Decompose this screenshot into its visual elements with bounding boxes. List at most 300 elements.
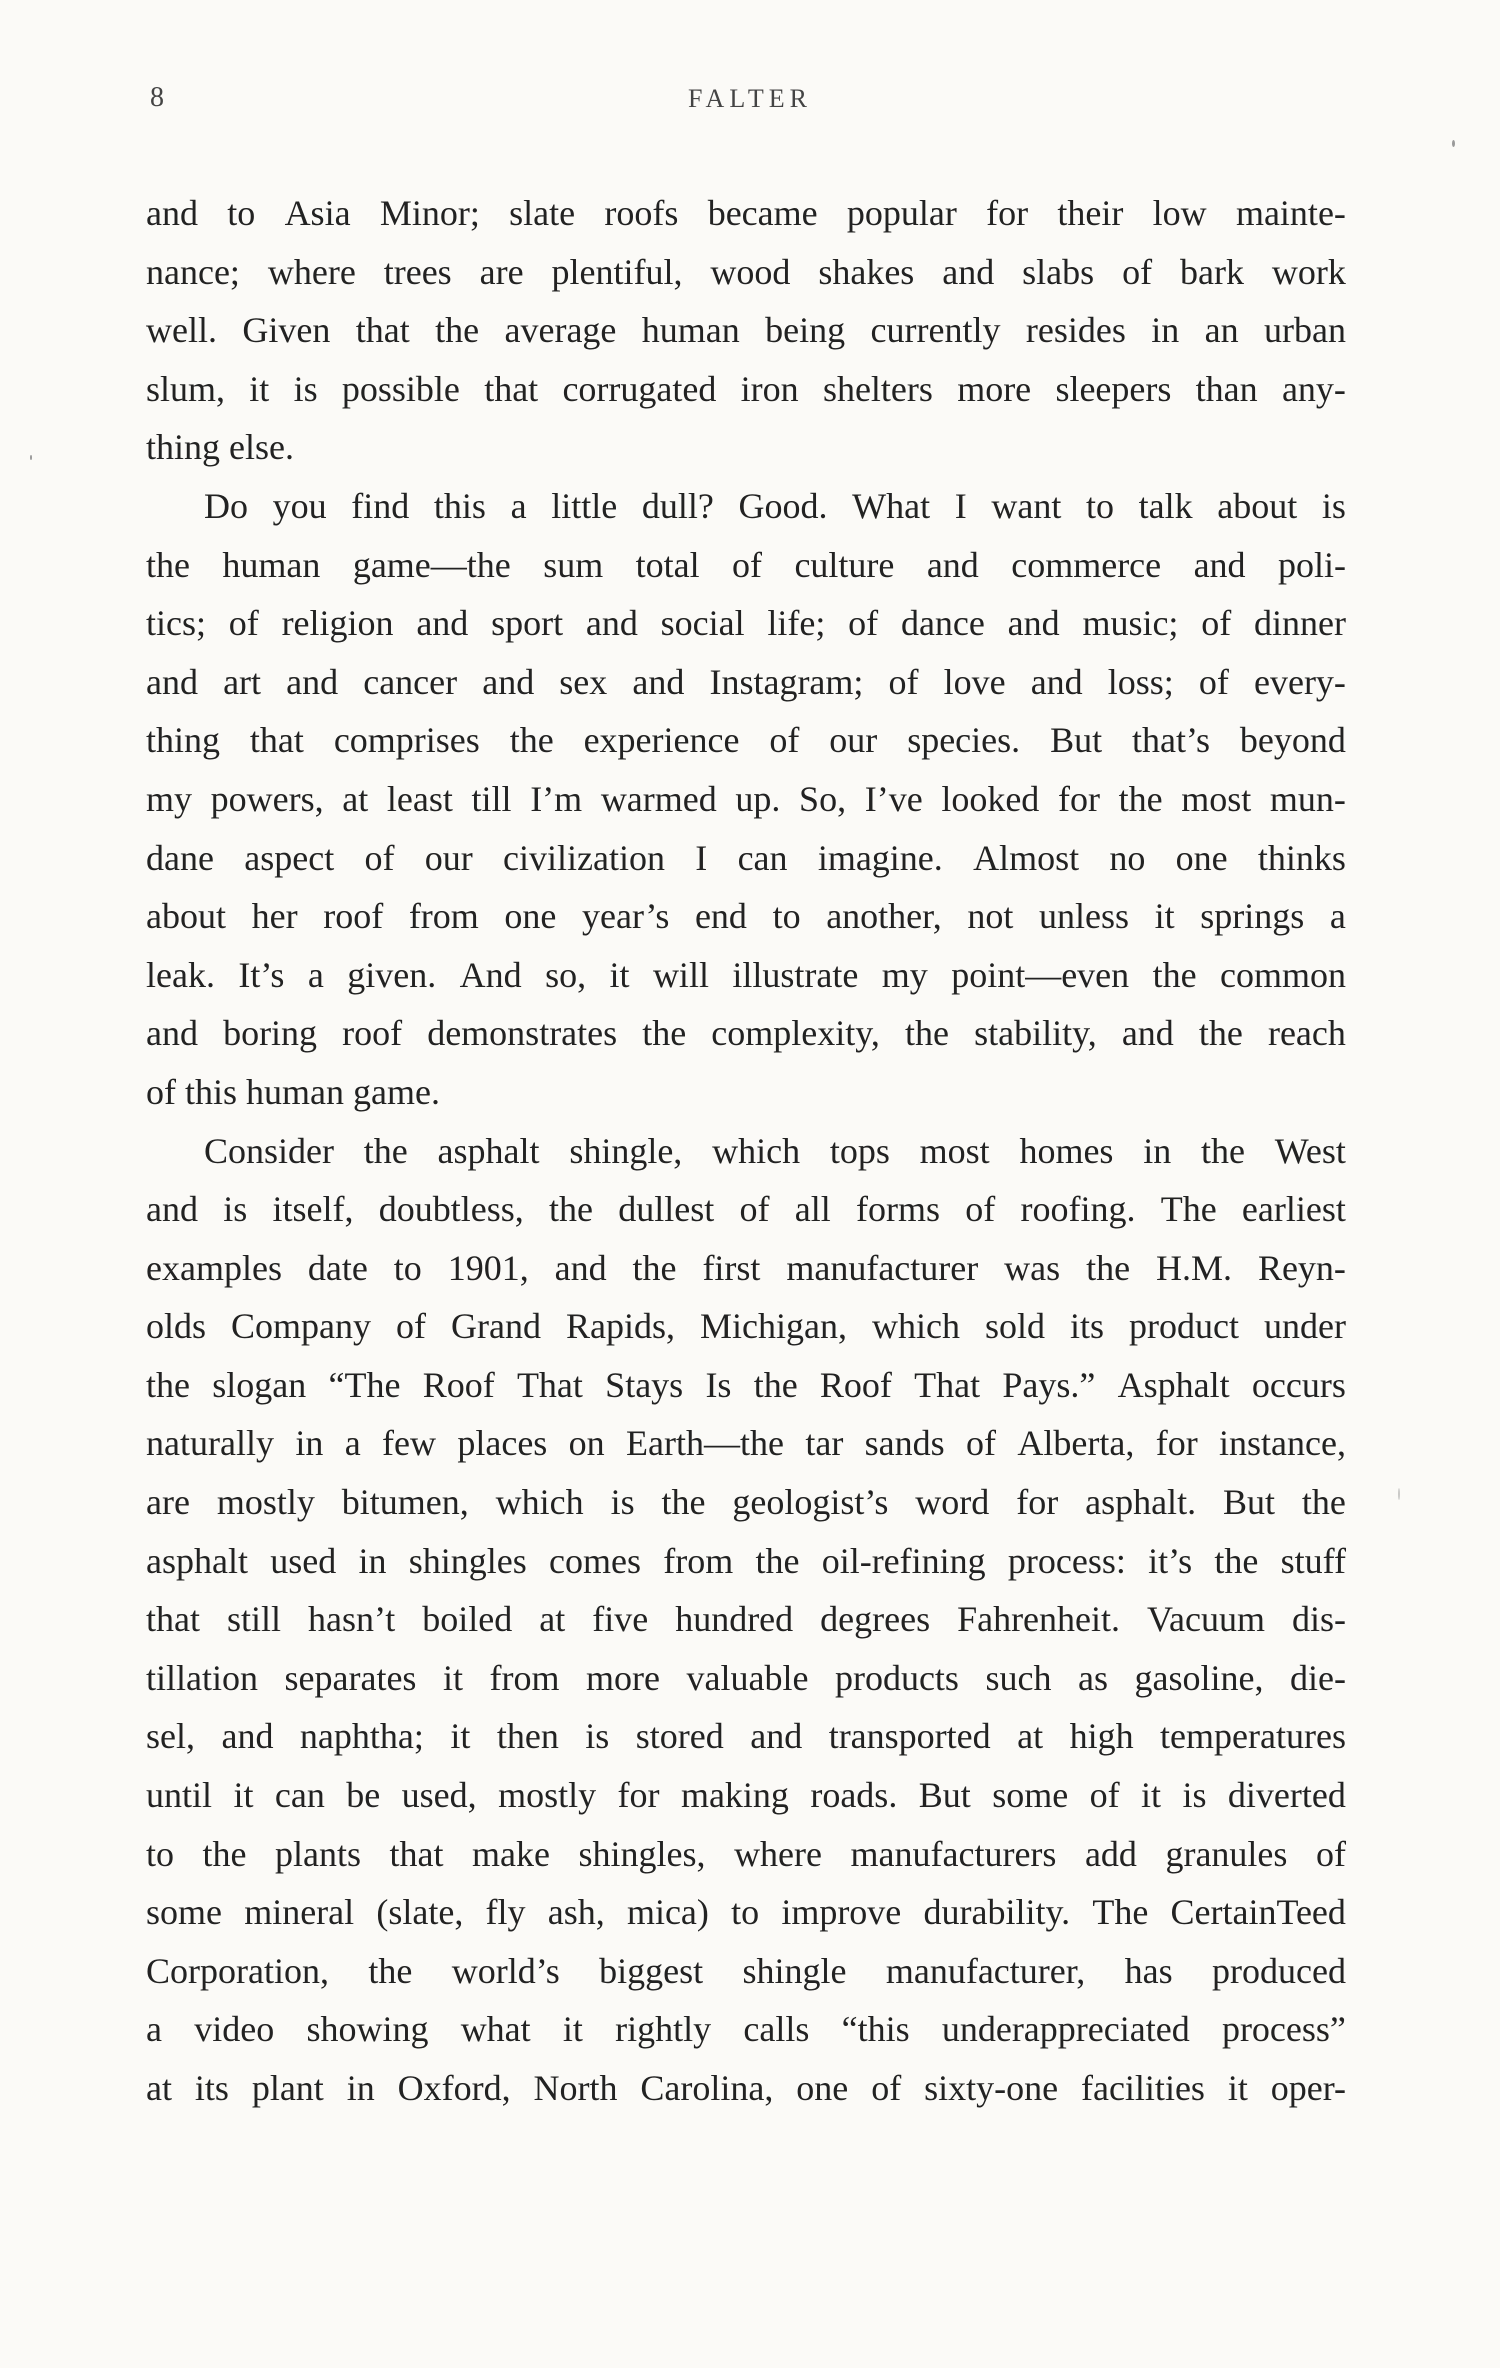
word: bitumen, [341, 1482, 469, 1523]
word: and [1121, 1013, 1174, 1054]
word: warmed [600, 778, 717, 819]
word: where [734, 1833, 823, 1874]
word: that’s [1131, 720, 1210, 761]
word: which [871, 1306, 960, 1347]
word: and [1193, 544, 1246, 585]
word: a [1329, 896, 1346, 937]
word: currently [870, 310, 1001, 351]
word: experience [583, 720, 740, 761]
word: the [661, 1482, 706, 1523]
word: is [585, 1716, 610, 1757]
word: the [509, 720, 554, 761]
word: underappreciated [941, 2009, 1190, 2050]
word: to [393, 1247, 422, 1288]
word: nance; [146, 251, 240, 292]
word: sex [559, 661, 608, 702]
word: end [694, 896, 747, 937]
text-line [146, 360, 1346, 419]
word: valuable [686, 1657, 809, 1698]
word: still [226, 1599, 281, 1640]
word: Company [231, 1306, 372, 1347]
word: in [295, 1423, 324, 1464]
word: CertainTeed [1170, 1892, 1346, 1933]
word: that [484, 368, 539, 409]
word: dis- [1291, 1599, 1346, 1640]
word: the [1201, 1130, 1246, 1171]
paragraph [146, 477, 1346, 1122]
word: of [364, 837, 395, 878]
word: showing [306, 2009, 429, 2050]
word: one [796, 2068, 849, 2108]
word: the [1198, 1013, 1243, 1054]
word: examples [146, 1247, 282, 1288]
word: process: [1007, 1540, 1126, 1581]
word: sport [491, 603, 564, 644]
word: first [702, 1247, 761, 1288]
word: biggest [599, 1950, 704, 1991]
word: what [460, 2009, 531, 2050]
word: are [479, 251, 524, 292]
text-line [146, 829, 1346, 888]
word: It’s [238, 954, 285, 995]
word: Vacuum [1147, 1599, 1265, 1640]
word: and [926, 544, 979, 585]
word: Alberta, [1017, 1423, 1135, 1464]
word: average [504, 310, 617, 351]
text-line [146, 1766, 1346, 1825]
word: mostly [498, 1775, 597, 1816]
word: it [1227, 2068, 1248, 2108]
word: it [249, 368, 270, 409]
word: the [632, 1247, 677, 1288]
word: of [228, 603, 259, 644]
word: shingles, [578, 1833, 706, 1874]
text-line [146, 1239, 1346, 1298]
text-line [146, 536, 1346, 595]
word: the [755, 1540, 800, 1581]
word: life; [767, 603, 826, 644]
text-line [146, 1063, 1346, 1122]
text-line [146, 1649, 1346, 1708]
word: a [146, 2009, 162, 2050]
word: to [146, 1833, 175, 1874]
word: So, [799, 778, 847, 819]
word: which [712, 1130, 801, 1171]
word: the [146, 1364, 190, 1405]
word: process” [1221, 2009, 1346, 2050]
word: that [146, 1599, 200, 1640]
word: five [592, 1599, 649, 1640]
word: about [1217, 485, 1298, 526]
word: manufacturer, [885, 1950, 1086, 1991]
word: transported [828, 1716, 991, 1757]
word: complexity, [711, 1013, 880, 1054]
word: where [267, 251, 356, 292]
word: music; [1082, 603, 1179, 644]
paragraph [146, 184, 1346, 477]
word: doubtless, [378, 1189, 524, 1230]
word: slate [509, 193, 576, 233]
word: geologist’s [732, 1482, 889, 1523]
word: mun- [1269, 778, 1346, 819]
word: 1901, [447, 1247, 529, 1288]
text-line [146, 2059, 1346, 2118]
scan-speck [1398, 1488, 1400, 1500]
word: What [852, 485, 931, 526]
word: iron [740, 368, 799, 409]
word: from [489, 1657, 560, 1698]
word: product [1129, 1306, 1239, 1347]
word: powers, [210, 778, 324, 819]
word: shingles [408, 1540, 527, 1581]
word: tics; [146, 603, 206, 644]
word: aspect [244, 837, 335, 878]
text-line [146, 418, 1346, 477]
word: in [346, 2068, 375, 2108]
word: “The [328, 1364, 401, 1405]
word: civilization [503, 837, 665, 878]
word: ash, [547, 1892, 605, 1933]
word: instance, [1219, 1423, 1346, 1464]
word: Asphalt [1117, 1364, 1230, 1405]
word: roofing. [1020, 1189, 1136, 1230]
word: dinner [1254, 603, 1346, 644]
word: corrugated [562, 368, 717, 409]
word: few [382, 1423, 436, 1464]
word: thing [146, 720, 221, 761]
word: on [568, 1423, 605, 1464]
word: slogan [212, 1364, 307, 1405]
word: and [146, 1013, 198, 1054]
word: game. [353, 1071, 440, 1112]
word: imagine. [817, 837, 943, 878]
word: shelters [822, 368, 933, 409]
word: the [202, 1833, 247, 1874]
word: species. [907, 720, 1021, 761]
word: asphalt [437, 1130, 540, 1171]
word: of [1201, 603, 1232, 644]
word: it [1141, 1775, 1162, 1816]
word: boiled [422, 1599, 513, 1640]
word: Earth—the [626, 1423, 784, 1464]
word: our [829, 720, 878, 761]
word: I’ve [864, 778, 923, 819]
word: gasoline, [1134, 1657, 1264, 1698]
text-line [146, 2000, 1346, 2059]
word: add [1084, 1833, 1137, 1874]
word: Minor; [379, 193, 480, 233]
word: Rapids, [565, 1306, 675, 1347]
word: loss; [1107, 661, 1174, 702]
word: of [1089, 1775, 1120, 1816]
text-line [146, 1473, 1346, 1532]
word: for [1016, 1482, 1059, 1523]
word: granules [1165, 1833, 1288, 1874]
word: the [1214, 1540, 1259, 1581]
word: and [221, 1716, 274, 1757]
word: stuff [1280, 1540, 1346, 1581]
word: work [1271, 251, 1346, 292]
word: mostly [216, 1482, 315, 1523]
word: thing [146, 427, 230, 468]
word: Roof [422, 1364, 495, 1405]
word: of [871, 2068, 902, 2108]
word: make [472, 1833, 551, 1874]
word: making [680, 1775, 789, 1816]
word: being [765, 310, 846, 351]
word: year’s [582, 896, 670, 937]
word: then [496, 1716, 559, 1757]
word: North [533, 2068, 618, 2108]
word: a [307, 954, 324, 995]
word: manufacturers [850, 1833, 1057, 1874]
word: became [707, 193, 818, 233]
word: our [424, 837, 473, 878]
word: Reyn- [1257, 1247, 1346, 1288]
word: from [408, 896, 479, 937]
word: the [363, 1130, 408, 1171]
word: boring [223, 1013, 318, 1054]
word: it [562, 2009, 583, 2050]
word: and [1007, 603, 1060, 644]
word: at [1017, 1716, 1044, 1757]
word: temperatures [1160, 1716, 1346, 1757]
word: is [1182, 1775, 1207, 1816]
word: urban [1264, 310, 1346, 351]
word: the [642, 1013, 687, 1054]
word: the [1152, 954, 1197, 995]
word: plants [275, 1833, 362, 1874]
word: West [1274, 1130, 1346, 1171]
word: most [1181, 778, 1252, 819]
word: it [1154, 896, 1175, 937]
text-line [146, 243, 1346, 302]
word: some [992, 1775, 1069, 1816]
word: culture [794, 544, 895, 585]
word: tops [829, 1130, 890, 1171]
word: Is [705, 1364, 732, 1405]
word: that [355, 310, 410, 351]
word: oper- [1270, 2068, 1346, 2108]
word: world’s [451, 1950, 560, 1991]
word: springs [1200, 896, 1305, 937]
word: their [1057, 193, 1124, 233]
word: of [146, 1071, 185, 1112]
word: a [344, 1423, 361, 1464]
word: demonstrates [427, 1013, 618, 1054]
word: Almost [973, 837, 1080, 878]
word: at [539, 1599, 566, 1640]
word: game—the [352, 544, 511, 585]
word: plant [251, 2068, 324, 2108]
word: thinks [1257, 837, 1346, 878]
word: the [1118, 778, 1163, 819]
word: separates [284, 1657, 417, 1698]
text-line [146, 1180, 1346, 1239]
word: to [772, 896, 801, 937]
word: forms [855, 1189, 940, 1230]
word: can [274, 1775, 325, 1816]
word: Stays [605, 1364, 684, 1405]
word: and [942, 251, 995, 292]
word: The [1160, 1189, 1217, 1230]
word: roof [323, 896, 384, 937]
word: in [1151, 310, 1180, 351]
word: low [1152, 193, 1207, 233]
word: I’m [530, 778, 583, 819]
word: The [1092, 1892, 1149, 1933]
body-text [146, 184, 1346, 2118]
word: dullest [618, 1189, 715, 1230]
word: and [632, 661, 685, 702]
word: Do [204, 485, 248, 526]
word: and [146, 661, 198, 702]
text-line [146, 1297, 1346, 1356]
text-line [146, 653, 1346, 712]
word: bark [1179, 251, 1244, 292]
text-line [146, 1356, 1346, 1415]
word: But [1050, 720, 1103, 761]
word: plentiful, [551, 251, 683, 292]
word: human [641, 310, 740, 351]
word: facilities [1080, 2068, 1205, 2108]
word: degrees [820, 1599, 931, 1640]
word: such [985, 1657, 1052, 1698]
word: diverted [1227, 1775, 1346, 1816]
scan-speck [1452, 140, 1455, 147]
word: oil-refining [821, 1540, 986, 1581]
word: poli- [1277, 544, 1346, 585]
word: reach [1267, 1013, 1346, 1054]
word: shingle, [569, 1130, 683, 1171]
word: one [1175, 837, 1228, 878]
word: stored [635, 1716, 724, 1757]
word: cancer [363, 661, 458, 702]
text-line [146, 711, 1346, 770]
word: sleepers [1055, 368, 1172, 409]
word: want [991, 485, 1062, 526]
word: tar [805, 1423, 844, 1464]
word: dance [900, 603, 985, 644]
word: her [251, 896, 298, 937]
word: occurs [1251, 1364, 1346, 1405]
word: else. [229, 427, 294, 468]
word: asphalt [146, 1540, 248, 1581]
word: H.M. [1156, 1247, 1233, 1288]
word: to [731, 1892, 760, 1933]
word: about [146, 896, 226, 937]
word: I [695, 837, 708, 878]
word: date [307, 1247, 368, 1288]
word: of [888, 661, 919, 702]
paragraph [146, 1122, 1346, 2118]
word: calls [743, 2009, 810, 2050]
word: of [739, 1189, 770, 1230]
word: to [1085, 485, 1114, 526]
word: from [663, 1540, 734, 1581]
word: looked [941, 778, 1040, 819]
scan-speck [30, 455, 32, 460]
word: of [1198, 661, 1229, 702]
text-line [146, 770, 1346, 829]
word: slabs [1022, 251, 1095, 292]
word: shakes [818, 251, 915, 292]
word: it [609, 954, 630, 995]
word: one [504, 896, 557, 937]
word: sands [864, 1423, 945, 1464]
word: no [1109, 837, 1146, 878]
word: art [223, 661, 262, 702]
word: under [1263, 1306, 1346, 1347]
word: fly [485, 1892, 526, 1933]
word: not [967, 896, 1014, 937]
word: mineral [244, 1892, 355, 1933]
word: word [915, 1482, 990, 1523]
word: little [551, 485, 618, 526]
word: point—even [951, 954, 1130, 995]
text-line [146, 1883, 1346, 1942]
word: a [510, 485, 527, 526]
text-line [146, 1532, 1346, 1591]
word: wood [710, 251, 791, 292]
word: and [750, 1716, 803, 1757]
word: And [459, 954, 522, 995]
word: for [986, 193, 1029, 233]
word: sold [984, 1306, 1045, 1347]
word: popular [846, 193, 957, 233]
word: some [146, 1892, 222, 1933]
word: improve [781, 1892, 902, 1933]
word: least [386, 778, 453, 819]
word: talk [1138, 485, 1193, 526]
word: up. [735, 778, 781, 819]
word: produced [1212, 1950, 1346, 1991]
word: the [1301, 1482, 1346, 1523]
text-line [146, 946, 1346, 1005]
page-number: 8 [150, 82, 165, 113]
word: (slate, [376, 1892, 464, 1933]
word: shingle [742, 1950, 847, 1991]
word: and [286, 661, 339, 702]
word: will [652, 954, 709, 995]
word: it [450, 1716, 471, 1757]
word: sixty-one [924, 2068, 1059, 2108]
word: for [1057, 778, 1100, 819]
text-line [146, 1707, 1346, 1766]
word: dull? [641, 485, 714, 526]
word: has [1124, 1950, 1173, 1991]
word: another, [826, 896, 942, 937]
word: high [1069, 1716, 1134, 1757]
text-line [146, 184, 1346, 243]
word: stability, [974, 1013, 1097, 1054]
word: that [389, 1833, 444, 1874]
word: be [346, 1775, 381, 1816]
word: used [270, 1540, 337, 1581]
word: places [457, 1423, 548, 1464]
word: common [1220, 954, 1346, 995]
word: slum, [146, 368, 226, 409]
text-line [146, 1590, 1346, 1649]
word: an [1204, 310, 1239, 351]
word: durability. [923, 1892, 1071, 1933]
word: comprises [333, 720, 480, 761]
word: my [146, 778, 193, 819]
word: social [660, 603, 745, 644]
word: Roof [819, 1364, 892, 1405]
word: Carolina, [640, 2068, 774, 2108]
word: sel, [146, 1716, 195, 1757]
